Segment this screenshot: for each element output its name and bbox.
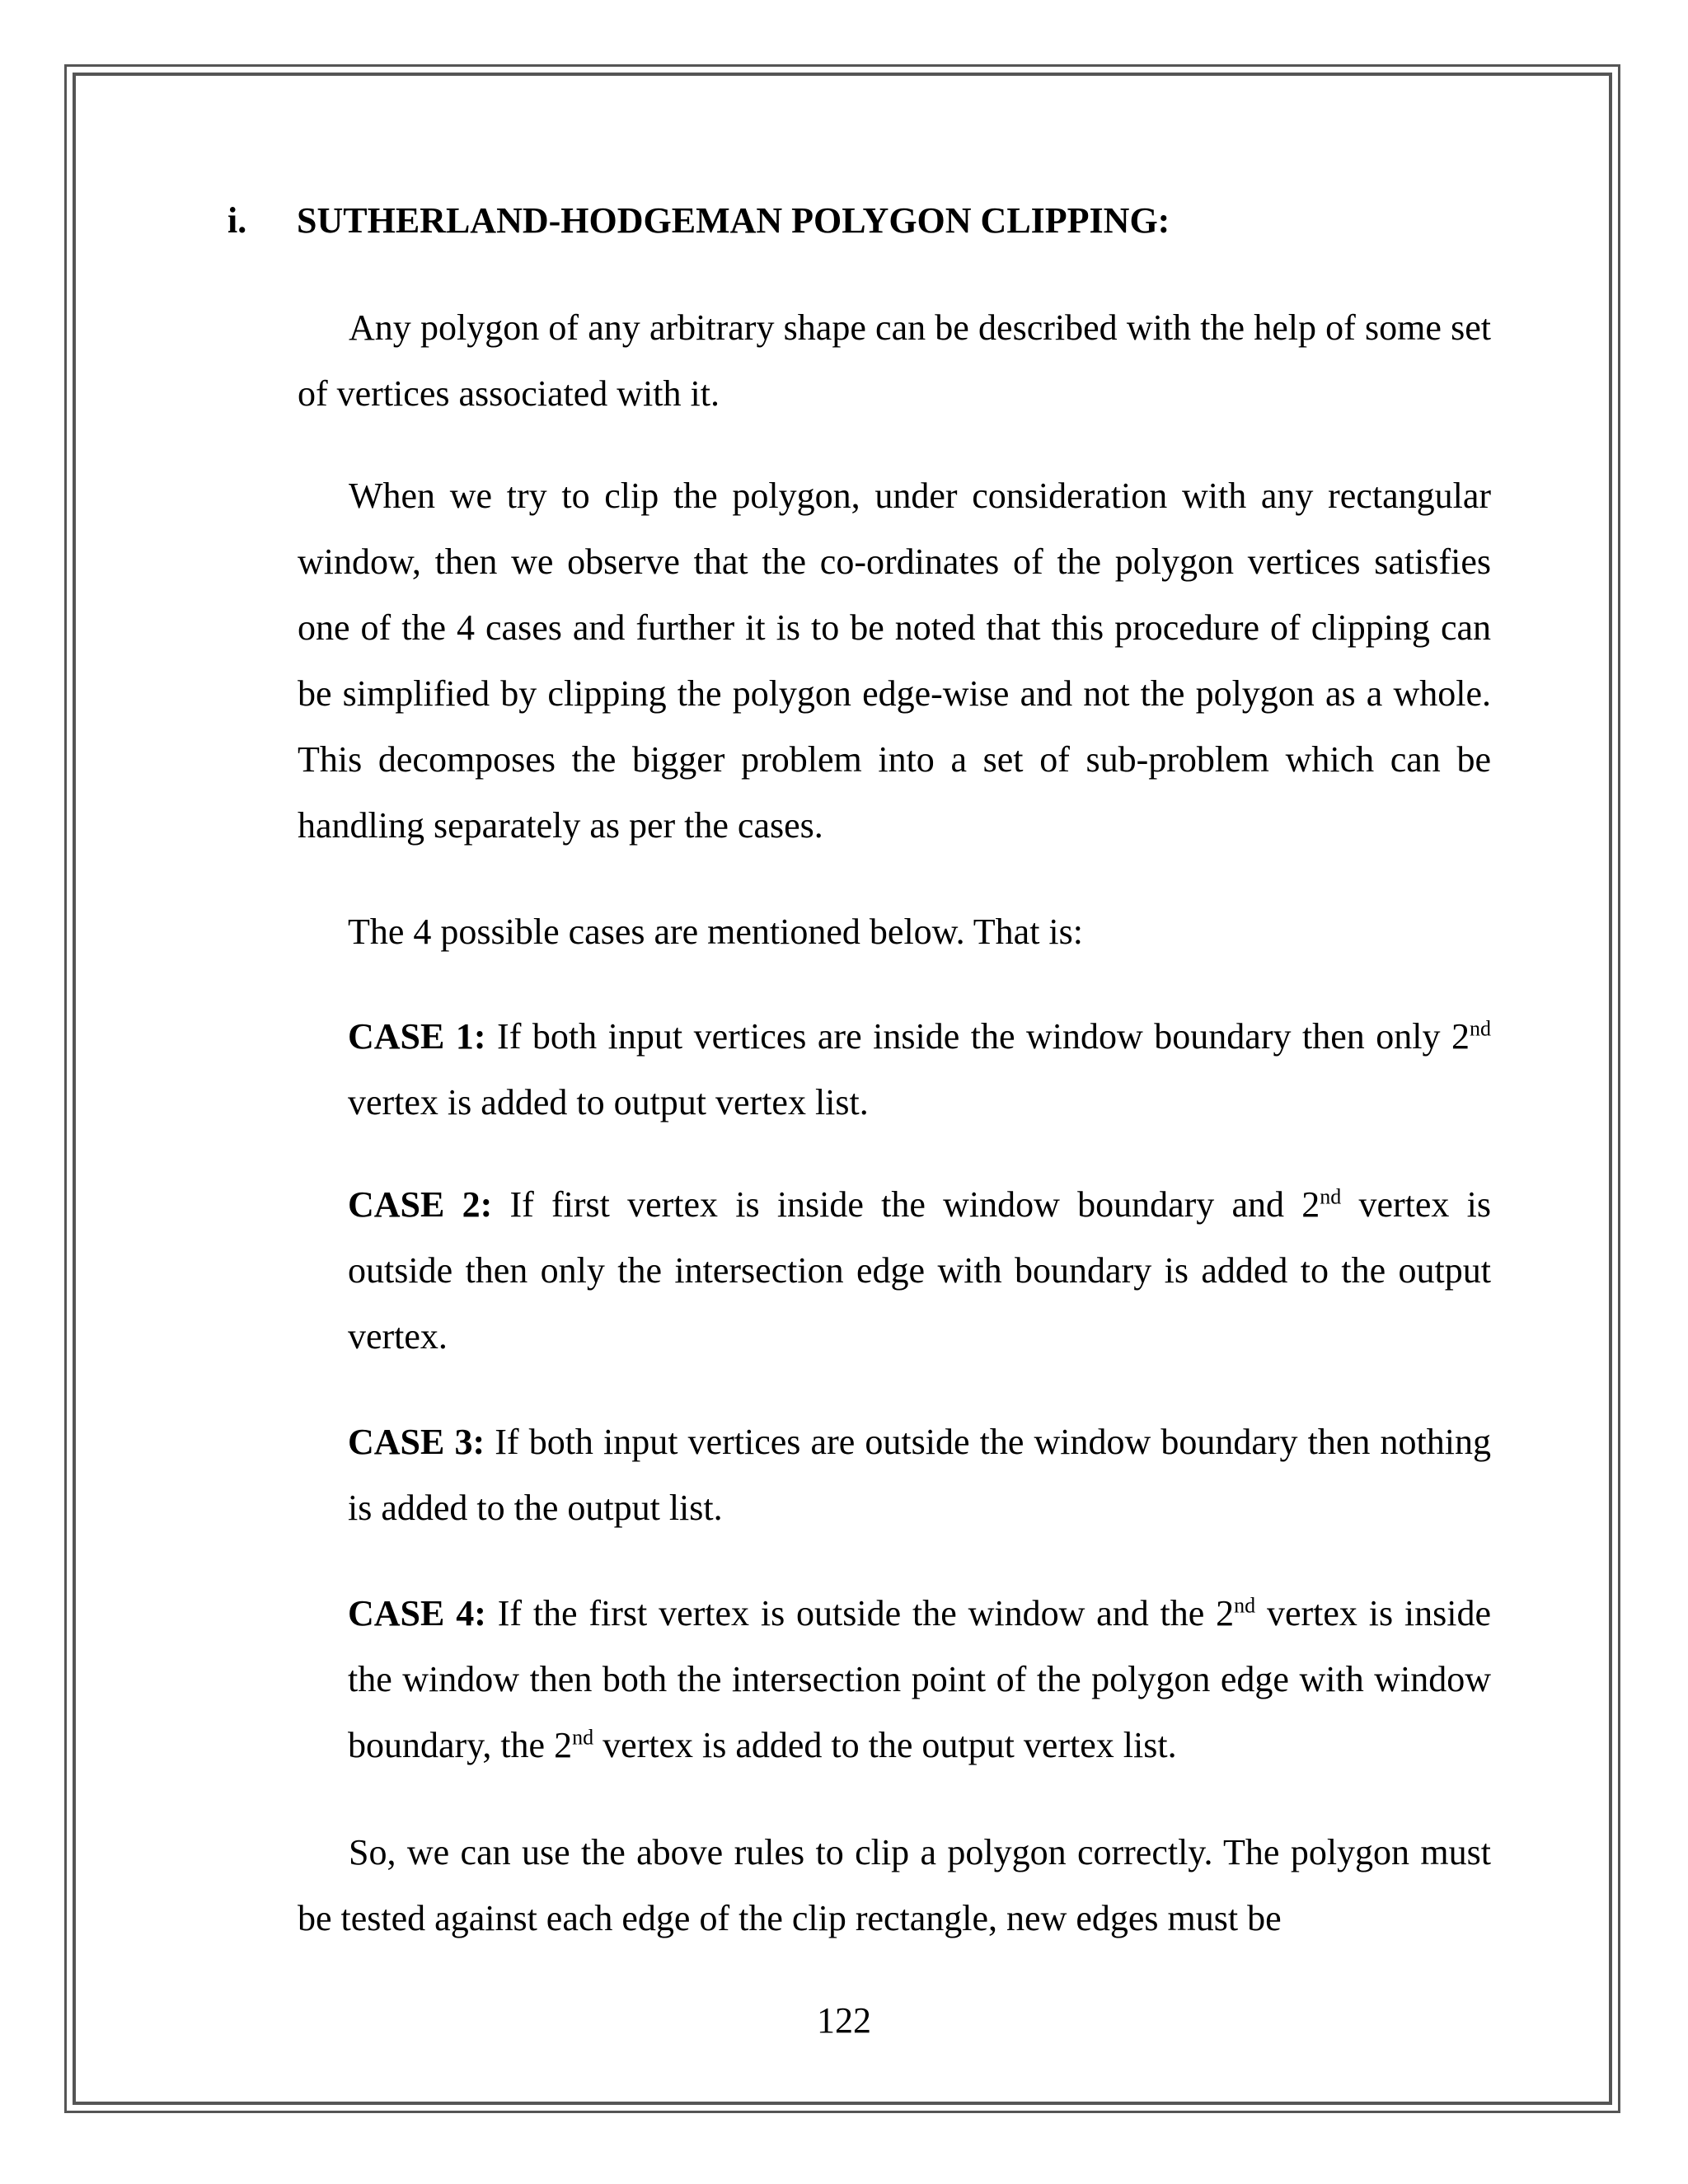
case-2-text-a: If first vertex is inside the window boundary and 2 [492,1184,1320,1225]
case-4-text-b: vertex is inside the window then both the intersection point of the polygon edge with window boundary, the 2 [348,1593,1491,1765]
case-2-label: CASE 2: [348,1184,493,1225]
case-1 [348,1004,1491,1136]
case-1-label: CASE 1: [348,1016,486,1057]
section-title: SUTHERLAND-HODGEMAN POLYGON CLIPPING: [297,200,1170,241]
paragraph-cases-intro: The 4 possible cases are mentioned below. That is: [348,912,1083,952]
case-1-text-b: vertex is added to output vertex list. [348,1082,869,1122]
case-1-text-a: If both input vertices are inside the window boundary then only 2 [485,1016,1470,1057]
case-4-text-a: If the first vertex is outside the window and the 2 [485,1593,1235,1633]
case-3-label: CASE 3: [348,1422,485,1462]
case-4 [348,1581,1491,1779]
case-4-sup-b: nd [572,1725,594,1750]
paragraph-conclusion: So, we can use the above rules to clip a polygon correctly. The polygon must be tested against each edge of the clip rectangle, new edges must be [298,1832,1491,1938]
case-1-sup-a: nd [1470,1016,1491,1041]
page-number: 122 [817,2000,871,2041]
paragraph-clipping-description: When we try to clip the polygon, under consideration with any rectangular window, then we observe that the co-ordinates of the polygon vertices satisfies one of the 4 cases and further it is to be noted that this procedure of clipping can be simplified by clipping the polygon edge-wise and not the polygon as a whole. This decomposes the bigger problem into a set of sub-problem which can be handling separately as per the cases. [298,476,1491,846]
case-4-text-c: vertex is added to the output vertex list. [593,1725,1177,1765]
case-2 [348,1172,1491,1370]
case-2-sup-a: nd [1320,1184,1342,1209]
case-3-text-a: If both input vertices are outside the window boundary then nothing is added to the output list. [348,1422,1491,1528]
case-4-sup-a: nd [1234,1593,1256,1618]
section-number: i. [227,200,247,241]
case-3 [348,1409,1491,1541]
case-4-label: CASE 4: [348,1593,486,1633]
paragraph-intro: Any polygon of any arbitrary shape can be described with the help of some set of vertices associated with it. [298,307,1491,414]
case-2-text-b: vertex is outside then only the intersection edge with boundary is added to the output vertex. [348,1184,1491,1357]
